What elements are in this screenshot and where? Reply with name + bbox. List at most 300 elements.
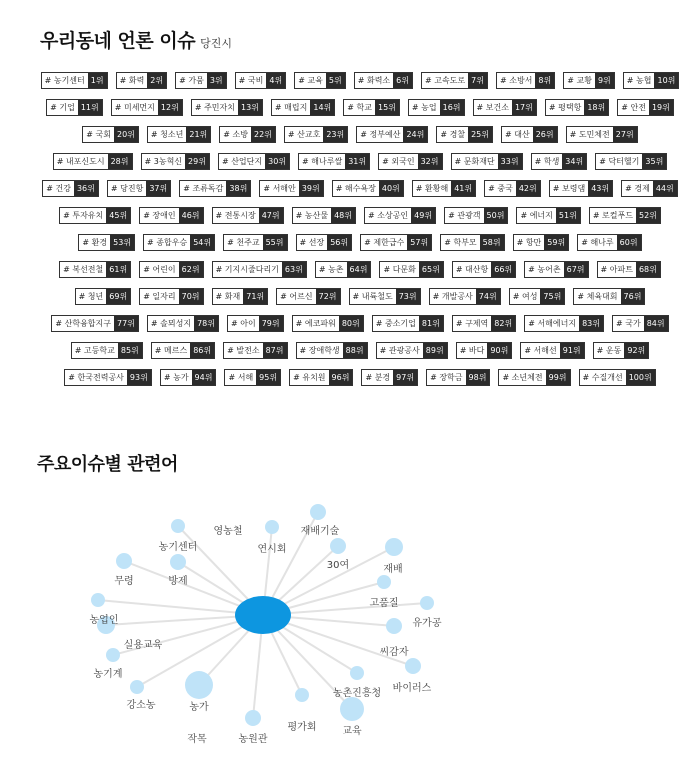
issue-tag[interactable] bbox=[440, 234, 504, 251]
issue-tag[interactable] bbox=[498, 369, 570, 386]
related-term-label[interactable]: 고품질 bbox=[369, 598, 399, 609]
issue-tag[interactable] bbox=[452, 315, 516, 332]
related-term-node[interactable] bbox=[130, 680, 144, 694]
issue-tag[interactable] bbox=[577, 234, 641, 251]
issue-tag[interactable] bbox=[111, 99, 183, 116]
related-term-label[interactable]: 농업인 bbox=[89, 615, 119, 626]
issue-tag[interactable] bbox=[296, 342, 368, 359]
related-term-label[interactable]: 교육 bbox=[342, 726, 362, 737]
issue-tag[interactable] bbox=[298, 153, 370, 170]
issue-tag-keyword: # 서해선 bbox=[521, 343, 559, 358]
issue-tag[interactable] bbox=[451, 153, 523, 170]
issue-tag[interactable] bbox=[235, 72, 287, 89]
related-term-node[interactable] bbox=[171, 519, 185, 533]
related-term-node[interactable] bbox=[91, 593, 105, 607]
issue-tag-rank: 89위 bbox=[423, 343, 447, 358]
issue-tag-rank: 39위 bbox=[299, 181, 323, 196]
issue-tag-keyword: # 학생 bbox=[532, 154, 563, 169]
issue-tag-keyword: # 어르신 bbox=[277, 289, 315, 304]
issue-tag-keyword: # 가뭄 bbox=[176, 73, 207, 88]
issue-tag-rank: 55위 bbox=[263, 235, 287, 250]
issue-tag[interactable] bbox=[64, 369, 152, 386]
issue-tag-keyword: # 구제역 bbox=[453, 316, 491, 331]
issue-tag-keyword: # 당진항 bbox=[108, 181, 146, 196]
issue-tag-rank: 98위 bbox=[466, 370, 490, 385]
issue-tag[interactable] bbox=[271, 99, 335, 116]
related-term-label[interactable]: 무령 bbox=[114, 576, 134, 587]
issue-tag[interactable] bbox=[139, 261, 203, 278]
issue-tag[interactable] bbox=[520, 342, 584, 359]
issue-tag-keyword: # 화재 bbox=[213, 289, 244, 304]
issue-tag-rank: 49위 bbox=[411, 208, 435, 223]
issue-tag[interactable] bbox=[223, 234, 287, 251]
issue-tag-keyword: # 체육대회 bbox=[574, 289, 620, 304]
issue-tag[interactable] bbox=[566, 126, 638, 143]
issue-tag[interactable] bbox=[296, 234, 353, 251]
issue-tag[interactable] bbox=[227, 315, 284, 332]
issue-tag-rank: 41위 bbox=[451, 181, 475, 196]
issue-tag-keyword: # 환경 bbox=[79, 235, 110, 250]
issue-tag-rank: 29위 bbox=[185, 154, 209, 169]
issue-tag-keyword: # 화력소 bbox=[355, 73, 393, 88]
issue-tag[interactable] bbox=[621, 180, 678, 197]
issue-tag[interactable] bbox=[42, 180, 99, 197]
issue-tag[interactable] bbox=[372, 315, 444, 332]
issue-tag[interactable] bbox=[376, 342, 448, 359]
related-term-node[interactable] bbox=[350, 666, 364, 680]
issue-tag-rank: 19위 bbox=[649, 100, 673, 115]
issue-tag-keyword: # 발전소 bbox=[224, 343, 262, 358]
issue-tag-keyword: # 복선전철 bbox=[60, 262, 106, 277]
issue-tag-keyword: # 고등학교 bbox=[72, 343, 118, 358]
related-term-label[interactable]: 재배기술 bbox=[300, 526, 340, 537]
issue-tag-keyword: # 관광객 bbox=[445, 208, 483, 223]
related-term-node[interactable] bbox=[295, 688, 309, 702]
issue-tag-keyword: # 조류독감 bbox=[180, 181, 226, 196]
issue-tag-rank: 97위 bbox=[393, 370, 417, 385]
issue-tag[interactable] bbox=[151, 342, 215, 359]
issue-tag-rank: 94위 bbox=[192, 370, 216, 385]
issue-tag-rank: 46위 bbox=[179, 208, 203, 223]
issue-tag[interactable] bbox=[219, 126, 276, 143]
issue-tag-rank: 63위 bbox=[282, 262, 306, 277]
issue-tag-keyword: # 경찰 bbox=[437, 127, 468, 142]
issue-tag-rank: 77위 bbox=[114, 316, 138, 331]
related-term-label[interactable]: 평가회 bbox=[287, 722, 317, 733]
issue-tag[interactable] bbox=[259, 180, 323, 197]
issue-tag-keyword: # 중국 bbox=[485, 181, 516, 196]
issue-tag-keyword: # 로컬푸드 bbox=[590, 208, 636, 223]
issue-tag[interactable] bbox=[516, 207, 580, 224]
issue-tag[interactable] bbox=[496, 72, 555, 89]
issue-tag-rank: 13위 bbox=[238, 100, 262, 115]
issue-tag[interactable] bbox=[212, 207, 284, 224]
issue-tag-rank: 48위 bbox=[331, 208, 355, 223]
issue-tag-keyword: # 대산 bbox=[502, 127, 533, 142]
issue-tag-keyword: # 여성 bbox=[510, 289, 541, 304]
issue-tag[interactable] bbox=[175, 72, 227, 89]
issue-tag[interactable] bbox=[218, 153, 290, 170]
issue-tag[interactable] bbox=[617, 99, 674, 116]
issue-tag-rank: 8위 bbox=[535, 73, 554, 88]
issue-tag-rank: 11위 bbox=[78, 100, 102, 115]
issue-tag-rank: 27위 bbox=[613, 127, 637, 142]
issue-tag-rank: 33위 bbox=[498, 154, 522, 169]
issue-tag[interactable] bbox=[364, 207, 436, 224]
issue-tag-rank: 59위 bbox=[544, 235, 568, 250]
issue-tag-rank: 84위 bbox=[644, 316, 668, 331]
issue-tag[interactable] bbox=[284, 126, 348, 143]
issue-tag[interactable] bbox=[612, 315, 669, 332]
issue-tag-keyword: # 닥터헬기 bbox=[596, 154, 642, 169]
issue-tag-keyword: # 장학금 bbox=[427, 370, 465, 385]
issue-tag-keyword: # 기지시줄다리기 bbox=[213, 262, 282, 277]
issue-tag-rank: 58위 bbox=[480, 235, 504, 250]
issue-tag[interactable] bbox=[59, 261, 131, 278]
issue-tag-keyword: # 해수욕장 bbox=[333, 181, 379, 196]
issue-tag[interactable] bbox=[349, 288, 421, 305]
issue-tag-rank: 32위 bbox=[418, 154, 442, 169]
issue-tag-rank: 43위 bbox=[588, 181, 612, 196]
issue-tag-keyword: # 산교호 bbox=[285, 127, 323, 142]
issue-tag[interactable] bbox=[292, 315, 364, 332]
related-term-node[interactable] bbox=[310, 504, 326, 520]
related-term-label[interactable]: 농기계 bbox=[93, 669, 123, 680]
issue-tag-keyword: # 화력 bbox=[117, 73, 148, 88]
issue-tag[interactable] bbox=[452, 261, 516, 278]
issue-tag-rank: 60위 bbox=[617, 235, 641, 250]
issue-tag[interactable] bbox=[332, 180, 404, 197]
issue-tag-rank: 16위 bbox=[440, 100, 464, 115]
issue-tag[interactable] bbox=[429, 288, 501, 305]
issue-tag[interactable] bbox=[378, 153, 442, 170]
issue-tag-keyword: # 주민자치 bbox=[192, 100, 238, 115]
issue-tag-keyword: # 고속도로 bbox=[422, 73, 468, 88]
issue-tag-keyword: # 선장 bbox=[297, 235, 328, 250]
issue-tag-rank: 83위 bbox=[579, 316, 603, 331]
issue-tag-keyword: # 교육 bbox=[295, 73, 326, 88]
issue-tag[interactable] bbox=[361, 369, 418, 386]
issue-tag-rank: 2위 bbox=[147, 73, 166, 88]
issue-tag-rank: 51위 bbox=[556, 208, 580, 223]
issue-tag[interactable] bbox=[82, 126, 139, 143]
issue-tag-keyword: # 아이 bbox=[228, 316, 259, 331]
issue-tag-keyword: # 국가 bbox=[613, 316, 644, 331]
issue-tag-keyword: # 투자유치 bbox=[60, 208, 106, 223]
issue-tag-rank: 96위 bbox=[329, 370, 353, 385]
issue-tag-keyword: # 서해안 bbox=[260, 181, 298, 196]
issue-tag-keyword: # 청년 bbox=[76, 289, 107, 304]
related-terms-graph bbox=[0, 480, 700, 763]
related-term-label[interactable]: 씨감자 bbox=[379, 647, 409, 658]
issue-tag[interactable] bbox=[524, 261, 588, 278]
issue-tag[interactable] bbox=[315, 261, 372, 278]
issue-tag-keyword: # 기업 bbox=[47, 100, 78, 115]
issue-tag-keyword: # 농산물 bbox=[293, 208, 331, 223]
issue-tag-keyword: # 내륙철도 bbox=[350, 289, 396, 304]
issue-tag[interactable] bbox=[354, 72, 413, 89]
issue-tag-keyword: # 에코파워 bbox=[293, 316, 339, 331]
issue-tag-keyword: # 소방서 bbox=[497, 73, 535, 88]
issue-tag-rank: 36위 bbox=[74, 181, 98, 196]
related-term-label[interactable]: 실용교육 bbox=[123, 640, 163, 651]
issue-tag-keyword: # 제한급수 bbox=[361, 235, 407, 250]
related-term-label[interactable]: 농기센터 bbox=[158, 542, 198, 553]
issue-tag-rank: 52위 bbox=[636, 208, 660, 223]
header bbox=[40, 26, 232, 53]
related-term-node[interactable] bbox=[330, 538, 346, 554]
related-term-node[interactable] bbox=[245, 710, 261, 726]
issue-tag-rank: 26위 bbox=[533, 127, 557, 142]
issue-tag-keyword: # 농촌 bbox=[316, 262, 347, 277]
issue-tag-keyword: # 도민체전 bbox=[567, 127, 613, 142]
issue-tag-rank: 90위 bbox=[487, 343, 511, 358]
issue-tag-keyword: # 어린이 bbox=[140, 262, 178, 277]
issue-tag-keyword: # 문화재단 bbox=[452, 154, 498, 169]
issue-tag-keyword: # 전통시장 bbox=[213, 208, 259, 223]
issue-tag[interactable] bbox=[224, 369, 281, 386]
related-term-label[interactable]: 방제 bbox=[168, 576, 188, 587]
issue-tag[interactable] bbox=[147, 126, 211, 143]
related-term-node[interactable] bbox=[170, 554, 186, 570]
related-term-label[interactable]: 30여 bbox=[326, 560, 350, 571]
issue-tag-rank: 31위 bbox=[345, 154, 369, 169]
related-term-node[interactable] bbox=[116, 553, 132, 569]
issue-tag-rank: 37위 bbox=[146, 181, 170, 196]
issue-tag-rank: 79위 bbox=[259, 316, 283, 331]
issue-tag-keyword: # 관광공사 bbox=[377, 343, 423, 358]
issue-tag-rank: 23위 bbox=[323, 127, 347, 142]
issue-tag-rank: 7위 bbox=[468, 73, 487, 88]
issue-tag-rank: 1위 bbox=[88, 73, 107, 88]
issue-tag[interactable] bbox=[41, 72, 108, 89]
issue-tag-rank: 81위 bbox=[419, 316, 443, 331]
issue-tag-keyword: # 농업 bbox=[409, 100, 440, 115]
related-term-node[interactable] bbox=[405, 658, 421, 674]
issue-tag-keyword: # 산업단지 bbox=[219, 154, 265, 169]
issue-tag[interactable] bbox=[589, 207, 661, 224]
issue-tag[interactable] bbox=[276, 288, 340, 305]
related-term-label[interactable]: 바이러스 bbox=[392, 683, 432, 694]
issue-tag[interactable] bbox=[545, 99, 609, 116]
issue-tag[interactable] bbox=[160, 369, 217, 386]
issue-tag[interactable] bbox=[223, 342, 287, 359]
issue-tag-rank: 73위 bbox=[396, 289, 420, 304]
issue-tag-keyword: # 3농혁신 bbox=[142, 154, 186, 169]
issue-tag[interactable] bbox=[549, 180, 613, 197]
issue-tag[interactable] bbox=[473, 99, 537, 116]
issue-tag[interactable] bbox=[212, 261, 307, 278]
issue-tag[interactable] bbox=[343, 99, 400, 116]
related-term-node[interactable] bbox=[386, 618, 402, 634]
issue-tag[interactable] bbox=[51, 315, 139, 332]
issue-tag-keyword: # 미세먼지 bbox=[112, 100, 158, 115]
issue-tag-keyword: # 평택항 bbox=[546, 100, 584, 115]
issue-tag[interactable] bbox=[147, 315, 219, 332]
issue-tag-keyword: # 내포신도시 bbox=[54, 154, 108, 169]
issue-tag-keyword: # 건강 bbox=[43, 181, 74, 196]
issue-tag-keyword: # 대산항 bbox=[453, 262, 491, 277]
issue-tag[interactable] bbox=[484, 180, 541, 197]
issue-tag-rank: 10위 bbox=[654, 73, 678, 88]
issue-tag[interactable] bbox=[563, 72, 615, 89]
issue-tag-keyword: # 서해 bbox=[225, 370, 256, 385]
related-term-node[interactable] bbox=[185, 671, 213, 699]
issue-tag[interactable] bbox=[408, 99, 465, 116]
issue-tag-rank: 68위 bbox=[636, 262, 660, 277]
issue-tag[interactable] bbox=[579, 369, 656, 386]
related-term-label[interactable]: 영농철 bbox=[213, 526, 243, 537]
issue-tag-rank: 18위 bbox=[584, 100, 608, 115]
issue-tag-rank: 17위 bbox=[512, 100, 536, 115]
issue-tag-keyword: # 경제 bbox=[622, 181, 653, 196]
issue-tag-keyword: # 아파트 bbox=[598, 262, 636, 277]
related-term-label[interactable]: 강소농 bbox=[126, 700, 156, 711]
issue-tag-rank: 64위 bbox=[347, 262, 371, 277]
issue-tag-keyword: # 소방 bbox=[220, 127, 251, 142]
related-term-label[interactable]: 유가공 bbox=[412, 618, 442, 629]
related-term-node[interactable] bbox=[106, 648, 120, 662]
issue-tag-rank: 21위 bbox=[186, 127, 210, 142]
related-term-label[interactable]: 농촌진흥청 bbox=[332, 688, 382, 699]
issue-tag[interactable] bbox=[501, 126, 558, 143]
issue-tag-rank: 62위 bbox=[179, 262, 203, 277]
issue-tag[interactable] bbox=[141, 153, 210, 170]
issue-tag-rank: 20위 bbox=[114, 127, 138, 142]
issue-tag-rank: 92위 bbox=[624, 343, 648, 358]
issue-tag[interactable] bbox=[360, 234, 432, 251]
issue-tag-keyword: # 국회 bbox=[83, 127, 114, 142]
issue-tag-keyword: # 바다 bbox=[457, 343, 488, 358]
issue-tag[interactable] bbox=[116, 72, 168, 89]
issue-tag-keyword: # 운동 bbox=[594, 343, 625, 358]
issue-tag-keyword: # 유치원 bbox=[290, 370, 328, 385]
issue-tag-rank: 93위 bbox=[127, 370, 151, 385]
issue-tag[interactable] bbox=[426, 369, 490, 386]
issue-tag[interactable] bbox=[78, 234, 135, 251]
issue-tag-rank: 28위 bbox=[108, 154, 132, 169]
issue-tag[interactable] bbox=[107, 180, 171, 197]
issue-tag[interactable] bbox=[597, 261, 661, 278]
issue-tag-keyword: # 종합우승 bbox=[144, 235, 190, 250]
issue-tag-rank: 100위 bbox=[626, 370, 655, 385]
issue-tag-keyword: # 정부예산 bbox=[357, 127, 403, 142]
issue-tag[interactable] bbox=[531, 153, 588, 170]
issue-tag[interactable] bbox=[421, 72, 488, 89]
related-term-label[interactable]: 연시회 bbox=[257, 544, 287, 555]
issue-tag[interactable] bbox=[292, 207, 356, 224]
issue-tag[interactable] bbox=[412, 180, 476, 197]
issue-tag-keyword: # 학부모 bbox=[441, 235, 479, 250]
issue-tag-rank: 15위 bbox=[375, 100, 399, 115]
issue-tag[interactable] bbox=[509, 288, 566, 305]
issue-tag-rank: 78위 bbox=[194, 316, 218, 331]
related-term-label[interactable]: 농가 bbox=[189, 702, 209, 713]
issue-tag-rank: 35위 bbox=[642, 154, 666, 169]
issue-tag[interactable] bbox=[53, 153, 133, 170]
issue-tag[interactable] bbox=[75, 288, 132, 305]
issue-tag[interactable] bbox=[356, 126, 428, 143]
related-terms-title: 주요이슈별 관련어 bbox=[37, 454, 178, 475]
related-term-node[interactable] bbox=[265, 520, 279, 534]
issue-tag-rank: 71위 bbox=[243, 289, 267, 304]
graph-labels bbox=[90, 524, 442, 745]
issue-tag[interactable] bbox=[289, 369, 353, 386]
issue-tag[interactable] bbox=[46, 99, 103, 116]
issue-tag[interactable] bbox=[593, 342, 650, 359]
issue-tag-rank: 65위 bbox=[419, 262, 443, 277]
issue-tag-rank: 85위 bbox=[118, 343, 142, 358]
issue-tag-rank: 80위 bbox=[339, 316, 363, 331]
issue-tag[interactable] bbox=[623, 72, 680, 89]
related-term-node[interactable] bbox=[340, 697, 364, 721]
issue-tag-cloud bbox=[40, 72, 680, 386]
issue-tag[interactable] bbox=[524, 315, 604, 332]
issue-tag-keyword: # 보건소 bbox=[474, 100, 512, 115]
issue-tag[interactable] bbox=[456, 342, 513, 359]
issue-tag-rank: 75위 bbox=[540, 289, 564, 304]
related-term-node[interactable] bbox=[385, 538, 403, 556]
issue-tag-keyword: # 안전 bbox=[618, 100, 649, 115]
issue-tag-keyword: # 소년체전 bbox=[499, 370, 545, 385]
issue-tag-keyword: # 서해에너지 bbox=[525, 316, 579, 331]
issue-tag[interactable] bbox=[436, 126, 493, 143]
issue-tag[interactable] bbox=[379, 261, 443, 278]
issue-tag[interactable] bbox=[513, 234, 570, 251]
issue-tag[interactable] bbox=[595, 153, 667, 170]
page-title: 우리동네 언론 이슈 bbox=[40, 30, 196, 52]
related-term-node[interactable] bbox=[420, 596, 434, 610]
issue-tag[interactable] bbox=[71, 342, 143, 359]
related-term-label[interactable]: 농원관 bbox=[238, 734, 268, 745]
related-term-label[interactable]: 재배 bbox=[383, 564, 403, 575]
issue-tag-keyword: # 천주교 bbox=[224, 235, 262, 250]
issue-tag-rank: 66위 bbox=[491, 262, 515, 277]
issue-tag-rank: 91위 bbox=[560, 343, 584, 358]
issue-tag[interactable] bbox=[294, 72, 346, 89]
issue-tag-rank: 44위 bbox=[653, 181, 677, 196]
issue-tag[interactable] bbox=[139, 207, 203, 224]
issue-tag-keyword: # 농어촌 bbox=[525, 262, 563, 277]
issue-tag[interactable] bbox=[143, 234, 215, 251]
issue-tag-keyword: # 항만 bbox=[514, 235, 545, 250]
issue-tag[interactable] bbox=[212, 288, 269, 305]
issue-tag-rank: 9위 bbox=[595, 73, 614, 88]
issue-tag[interactable] bbox=[59, 207, 131, 224]
issue-tag-keyword: # 장애인 bbox=[140, 208, 178, 223]
issue-tag[interactable] bbox=[573, 288, 645, 305]
issue-tag[interactable] bbox=[179, 180, 251, 197]
issue-tag-rank: 6위 bbox=[393, 73, 412, 88]
issue-tag-rank: 5위 bbox=[326, 73, 345, 88]
issue-tag-keyword: # 학교 bbox=[344, 100, 375, 115]
issue-tag-rank: 69위 bbox=[106, 289, 130, 304]
related-term-label[interactable]: 작목 bbox=[187, 734, 207, 745]
issue-tag[interactable] bbox=[139, 288, 203, 305]
issue-tag-keyword: # 매립지 bbox=[272, 100, 310, 115]
issue-tag[interactable] bbox=[191, 99, 263, 116]
issue-tag-keyword: # 환황해 bbox=[413, 181, 451, 196]
issue-tag-rank: 40위 bbox=[379, 181, 403, 196]
issue-tag-rank: 82위 bbox=[491, 316, 515, 331]
related-term-node[interactable] bbox=[377, 575, 391, 589]
issue-tag-keyword: # 일자리 bbox=[140, 289, 178, 304]
issue-tag-keyword: # 농기센터 bbox=[42, 73, 88, 88]
center-issue-node[interactable] bbox=[235, 596, 291, 634]
issue-tag[interactable] bbox=[444, 207, 508, 224]
issue-tag-keyword: # 외국인 bbox=[379, 154, 417, 169]
issue-tag-rank: 76위 bbox=[621, 289, 645, 304]
